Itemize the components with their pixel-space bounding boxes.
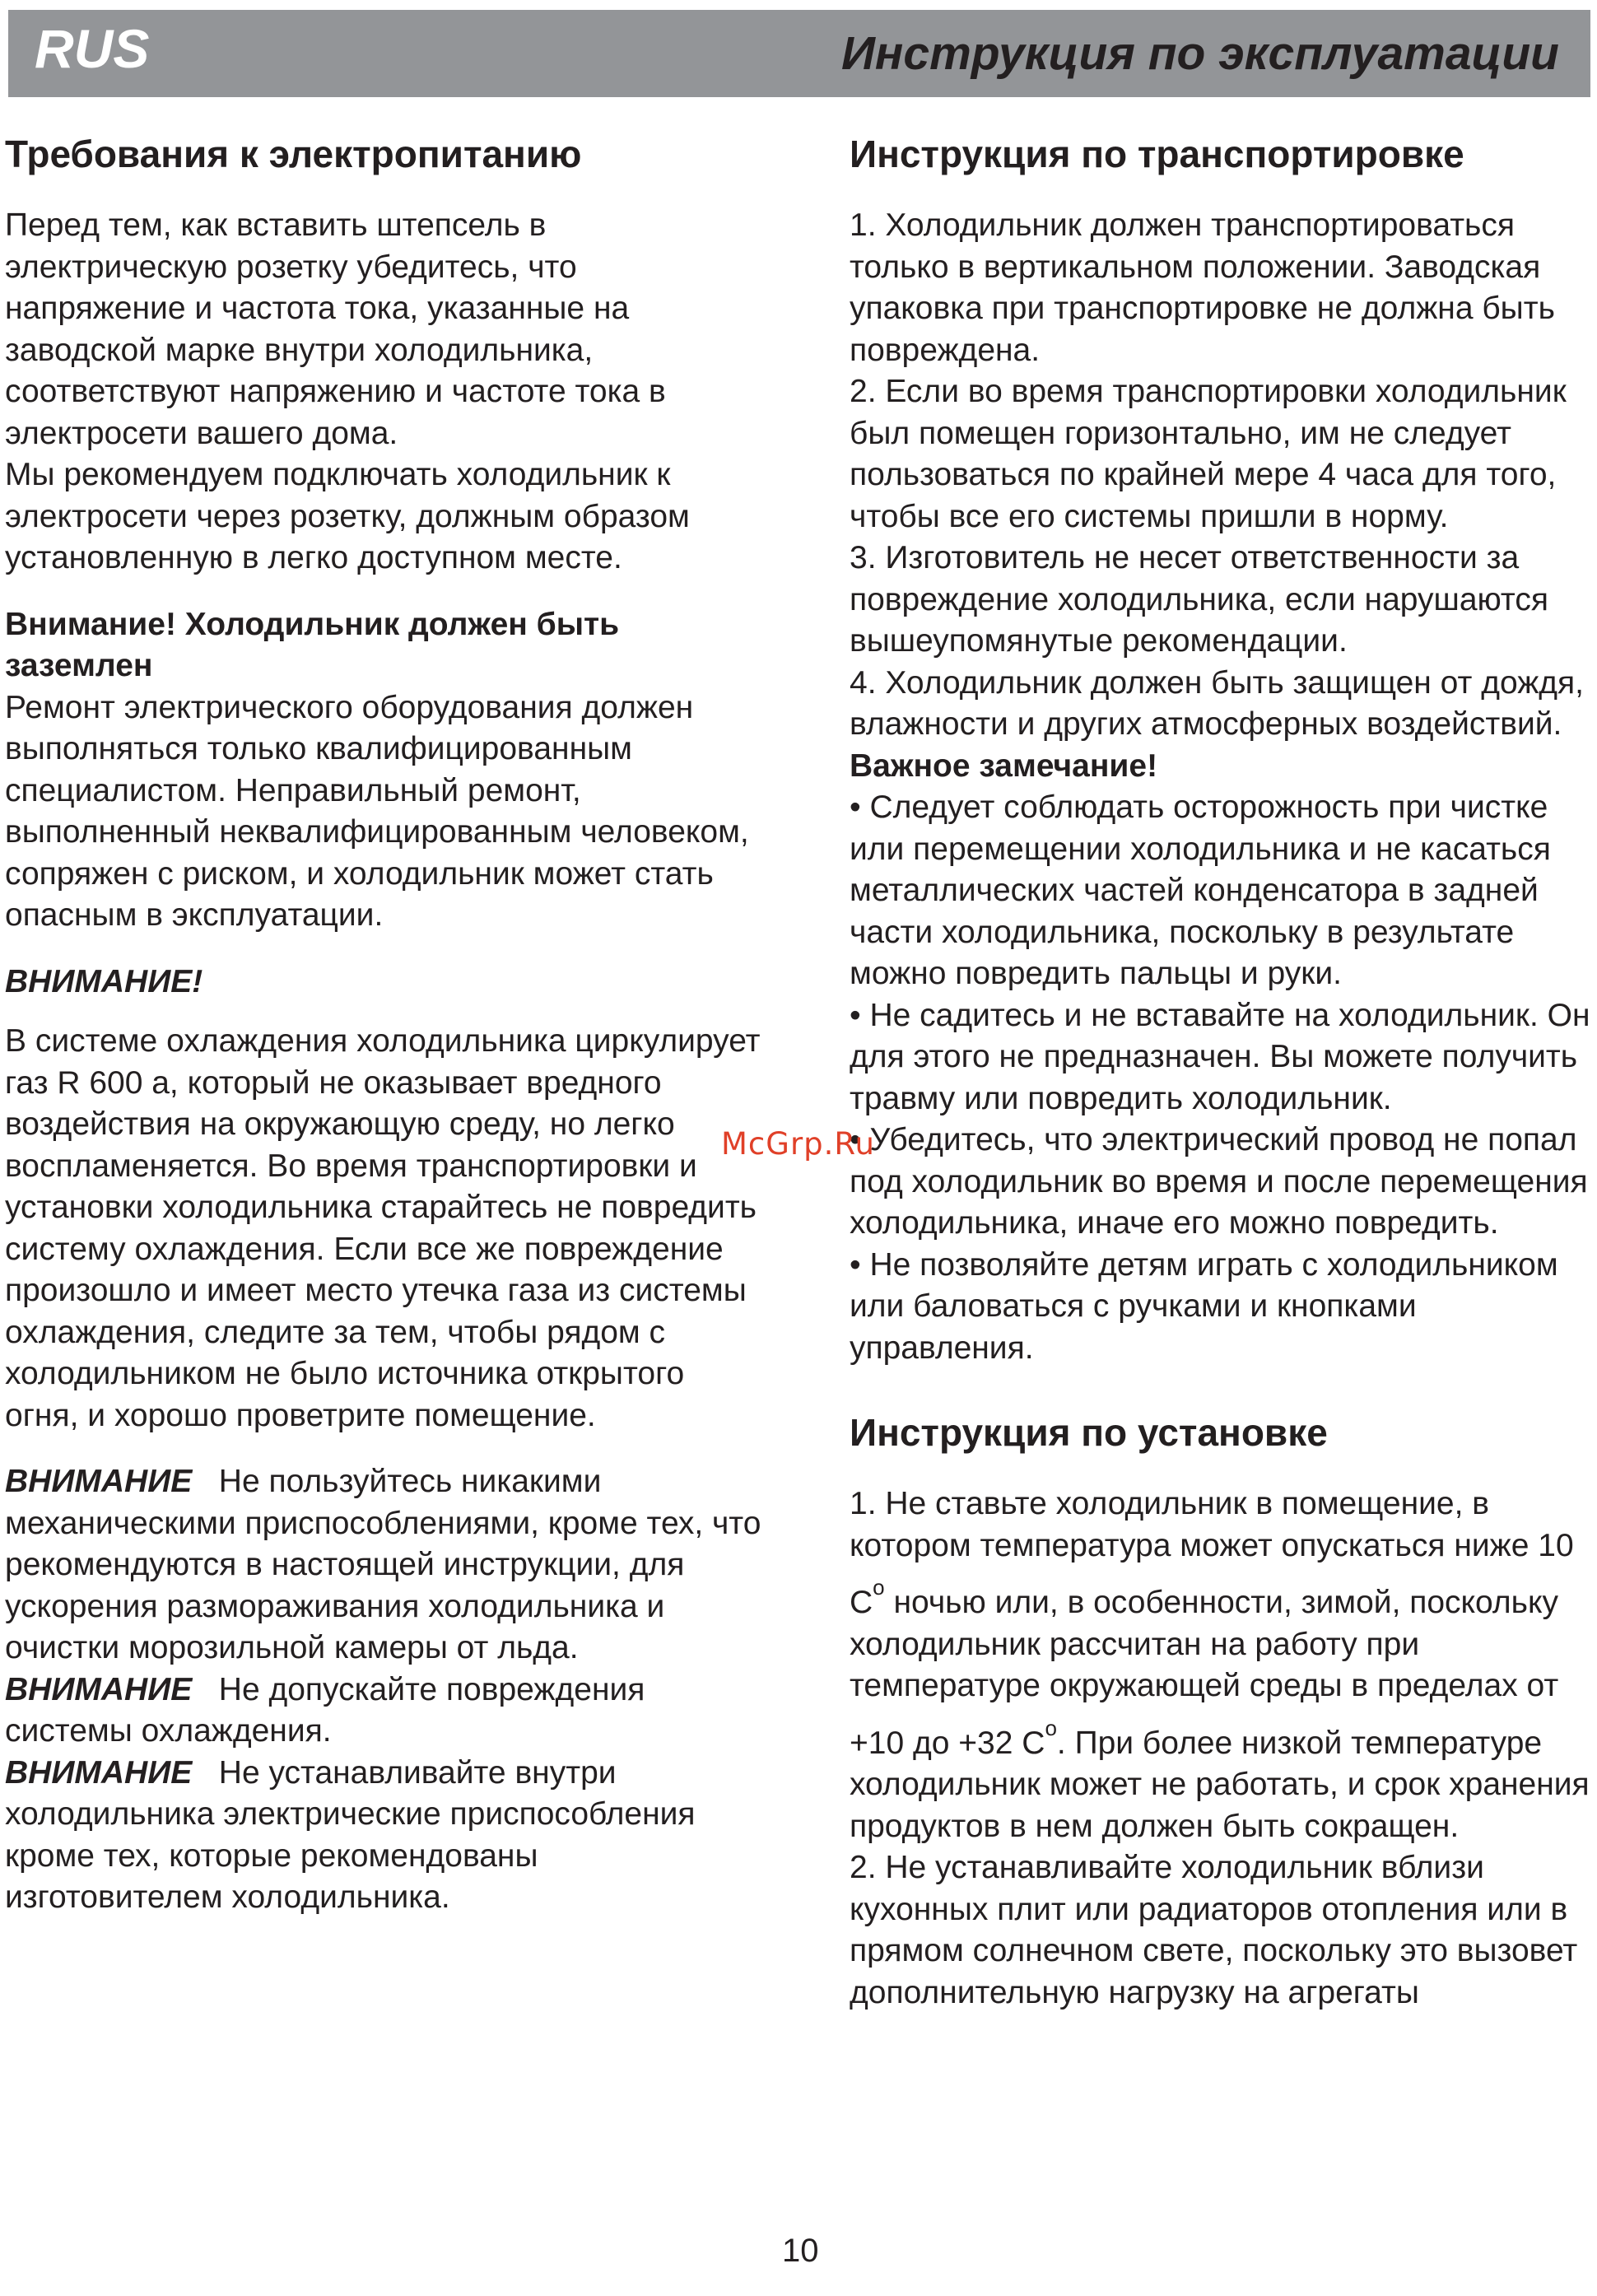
- power-requirements-text-2: Мы рекомендуем подключать холодильник к электросети через розетку, должным образом установленную в легко доступном месте.: [5, 457, 690, 576]
- caution-text-3: Не устанавливайте внутри холодильника электрические приспособления кроме тех, которые рекомендованы изготовителем холодильника.: [5, 1754, 696, 1916]
- document-title: Инструкция по эксплуатации: [840, 27, 1559, 80]
- grounding-heading: Внимание! Холодильник должен быть заземлен: [5, 606, 620, 684]
- transport-item-3: 3. Изготовитель не несет ответственности за повреждение холодильника, если нарушаются вышеупомянутые рекомендации.: [850, 540, 1548, 659]
- note-bullet-4: • Не позволяйте детям играть с холодильником или баловаться с ручками и кнопками управления.: [850, 1246, 1558, 1366]
- transport-item-4: 4. Холодильник должен быть защищен от дождя, влажности и других атмосферных воздействий.: [850, 664, 1585, 743]
- language-label: RUS: [35, 18, 150, 79]
- note-bullet-3: • Убедитесь, что электрический провод не попал под холодильник во время и после перемещения холодильника, иначе его можно повредить.: [850, 1122, 1588, 1241]
- caution-text-1: Не пользуйтесь никакими механическими приспособлениями, кроме тех, что рекомендуются в настоящей инструкции, для ускорения размораживания холодильника и очистки морозильной камеры от льда.: [5, 1464, 761, 1666]
- degree-mark: o: [873, 1575, 885, 1600]
- note-bullet-1: • Следует соблюдать осторожность при чистке или перемещении холодильника и не касаться металлических частей конденсатора в задней части холодильника, поскольку в результате можно повредить пальцы и руки.: [850, 789, 1551, 992]
- power-requirements-heading: Требования к электропитанию: [5, 133, 582, 175]
- power-requirements-text-1: Перед тем, как вставить штепсель в электрическую розетку убедитесь, что напряжение и частота тока, указанные на заводской марке внутри холодильника, соответствуют напряжению и частоте тока в электросети вашего дома.: [5, 207, 666, 451]
- installation-item-2: 2. Не устанавливайте холодильник вблизи кухонных плит или радиаторов отопления или в прямом солнечном свете, поскольку это вызовет дополнительную нагрузку на агрегаты: [850, 1850, 1578, 2010]
- warning-heading: ВНИМАНИЕ!: [5, 963, 203, 999]
- installation-item-1-part-a: 1. Не ставьте холодильник в помещение, в котором температура может опускаться ниже 10 C: [850, 1486, 1574, 1621]
- transport-item-1: 1. Холодильник должен транспортироваться только в вертикальном положении. Заводская упаковка при транспортировке не должна быть повреждена.: [850, 207, 1555, 368]
- grounding-text: Ремонт электрического оборудования должен выполняться только квалифицированным специалистом. Неправильный ремонт, выполненный неквалифицированным человеком, сопряжен с риском, и холодильник может стать опасным в эксплуатации.: [5, 689, 749, 934]
- installation-item-1-part-b: ночью или, в особенности, зимой, поскольку холодильник рассчитан на работу при температуре окружающей среды в пределах от +10 до +32 C: [850, 1585, 1559, 1761]
- caution-paragraph-3: [5, 1753, 762, 1919]
- degree-mark: o: [1045, 1715, 1057, 1740]
- warning-text: В системе охлаждения холодильника циркулирует газ R 600 a, который не оказывает вредного воздействия на окружающую среду, но легко воспламеняется. Во время транспортировки и установки холодильника старайтесь не повредить систему охлаждения. Если все же повреждение произошло и имеет место утечка газа из системы охлаждения, следите за тем, чтобы рядом с холодильником не было источника открытого огня, и хорошо проветрите помещение.: [5, 1023, 761, 1433]
- transport-heading: Инструкция по транспортировке: [850, 133, 1464, 175]
- left-column: [5, 132, 762, 1919]
- caution-text-2: Не допускайте повреждения системы охлаждения.: [5, 1671, 645, 1749]
- transport-item-2: 2. Если во время транспортировки холодильник был помещен горизонтально, им не следует пользоваться по крайней мере 4 часа для того, чтобы все его системы пришли в норму.: [850, 374, 1567, 534]
- installation-item-1-part-c: . При более низкой температуре холодильник может не работать, и срок хранения продуктов в нем должен быть сокращен.: [850, 1725, 1590, 1844]
- page-number: 10: [782, 2233, 819, 2269]
- note-bullet-2: • Не садитесь и не вставайте на холодильник. Он для этого не предназначен. Вы можете получить травму или повредить холодильник.: [850, 997, 1590, 1116]
- caution-label: ВНИМАНИЕ: [5, 1671, 193, 1707]
- caution-label: ВНИМАНИЕ: [5, 1754, 193, 1791]
- watermark: McGrp.Ru: [721, 1126, 875, 1162]
- caution-paragraph-1: [5, 1461, 762, 1670]
- installation-item-1: [850, 1483, 1590, 1847]
- important-note-heading: Важное замечание!: [850, 747, 1158, 784]
- page-header: [8, 10, 1590, 97]
- right-column: [850, 132, 1590, 2014]
- caution-paragraph-2: [5, 1670, 762, 1753]
- caution-label: ВНИМАНИЕ: [5, 1464, 193, 1500]
- installation-heading: Инструкция по установке: [850, 1411, 1328, 1455]
